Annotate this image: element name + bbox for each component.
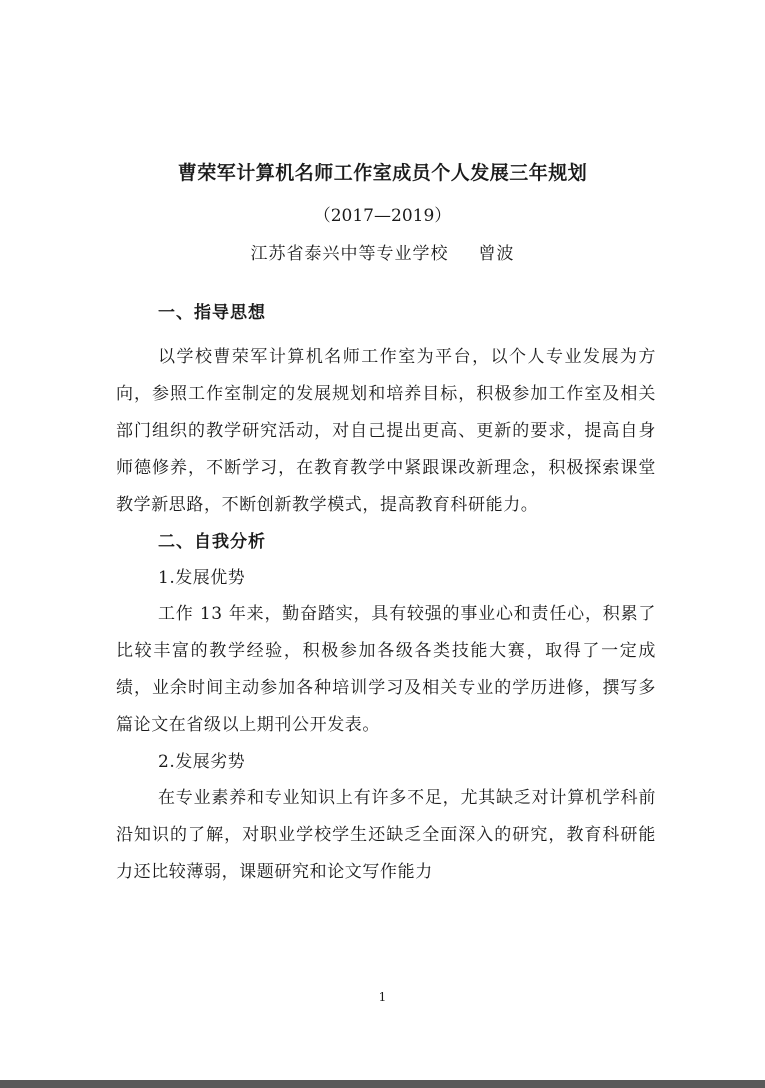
school-name: 江苏省泰兴中等专业学校 xyxy=(250,244,449,264)
document-body xyxy=(116,295,656,891)
author-name: 曾波 xyxy=(478,244,515,264)
paragraph-guiding-ideology: 以学校曹荣军计算机名师工作室为平台，以个人专业发展为方向，参照工作室制定的发展规划和培养目标，积极参加工作室及相关部门组织的教学研究活动，对自己提出更高、更新的要求，提高自身师德修养，不断学习，在教育教学中紧跟课改新理念，积极探索课堂教学新思路，不断创新教学模式，提高教育科研能力。 xyxy=(116,347,656,515)
document-years: （2017—2019） xyxy=(313,206,452,226)
document-title: 曹荣军计算机名师工作室成员个人发展三年规划 xyxy=(177,162,588,184)
page-number: 1 xyxy=(378,990,387,1004)
section-heading-guiding-ideology: 一、指导思想 xyxy=(158,303,266,323)
section-heading-self-analysis: 二、自我分析 xyxy=(158,532,266,552)
author-line xyxy=(0,239,765,264)
paragraph-strengths: 工作 13 年来，勤奋踏实，具有较强的事业心和责任心，积累了比较丰富的教学经验，积极参加各级各类技能大赛，取得了一定成绩，业余时间主动参加各种培训学习及相关专业的学历进修，撰写多篇论文在省级以上期刊公开发表。 xyxy=(116,604,656,735)
paragraph-weaknesses: 在专业素养和专业知识上有许多不足，尤其缺乏对计算机学科前沿知识的了解，对职业学校学生还缺乏全面深入的研究，教育科研能力还比较薄弱，课题研究和论文写作能力 xyxy=(116,788,656,882)
subheading-strengths: 1.发展优势 xyxy=(158,568,246,588)
subheading-weaknesses: 2.发展劣势 xyxy=(158,752,246,772)
viewer-bottom-bar xyxy=(0,1080,765,1088)
